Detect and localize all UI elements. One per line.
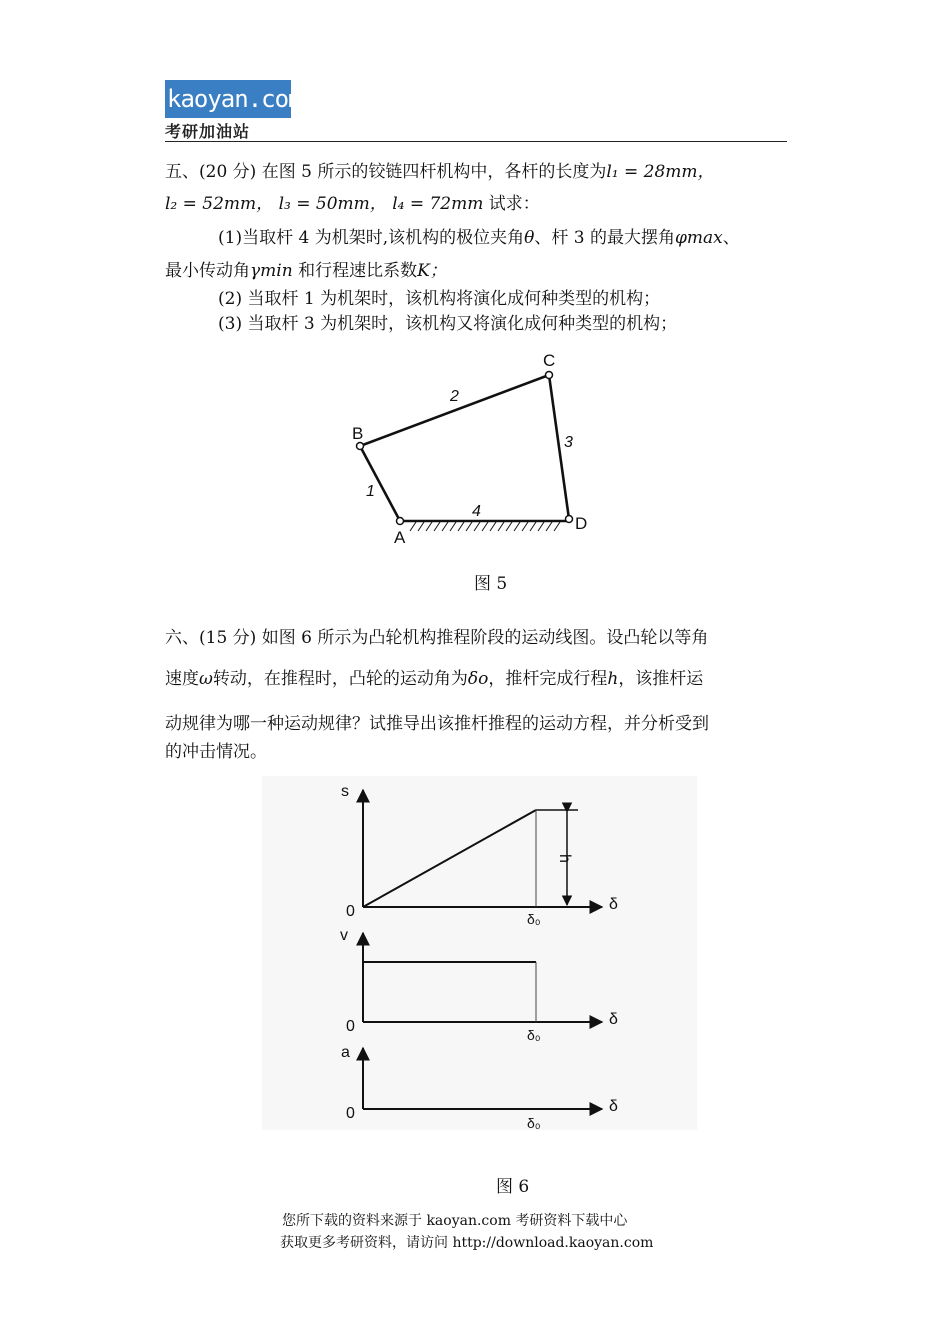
figure-5-linkage: [330, 345, 610, 550]
joint-B: [357, 443, 364, 450]
q5-part3: (3) 当取杆 3 为机架时，该机构又将演化成何种类型的机构；: [218, 314, 678, 334]
v-label: v: [340, 927, 348, 944]
label-bar-2: 2: [450, 388, 459, 405]
header-divider: [165, 141, 787, 142]
a-delta-label: δ: [609, 1098, 618, 1115]
label-bar-1: 1: [366, 483, 375, 500]
joint-D: [566, 516, 573, 523]
label-A: A: [394, 528, 406, 547]
q6-line-1: 六、(15 分) 如图 6 所示为凸轮机构推程阶段的运动线图。设凸轮以等角: [165, 628, 709, 648]
s-delta0-label: δ₀: [527, 911, 541, 927]
ground-hatching: [410, 522, 560, 531]
q5-l2: l₂ = 52mm，: [165, 194, 274, 214]
s-delta-label: δ: [609, 896, 618, 913]
footer-line-2: 获取更多考研资料，请访问 http://download.kaoyan.com: [280, 1235, 654, 1251]
q5-l3: l₃ = 50mm，: [278, 194, 387, 214]
q6-line2c: ，推杆完成行程: [488, 669, 608, 689]
joint-A: [397, 518, 404, 525]
v-delta0-label: δ₀: [527, 1027, 541, 1043]
logo-text: kaoyan.com: [167, 85, 302, 113]
q5-l4: l₄ = 72mm: [392, 194, 484, 214]
a-zero-label: 0: [346, 1105, 355, 1122]
q5-p1a: (1)当取杆 4 为机架时,该机构的极位夹角: [218, 228, 525, 248]
s-label: s: [341, 783, 349, 800]
q5-part1-line1: [218, 227, 740, 249]
a-delta0-label: δ₀: [527, 1115, 541, 1130]
q6-delta: δo: [467, 669, 489, 689]
q6-line2b: 转动，在推程时，凸轮的运动角为: [212, 669, 468, 689]
q6-h: h: [607, 669, 619, 689]
figure-6-background: [262, 776, 697, 1130]
q5-p1e: 和行程速比系数: [298, 261, 418, 281]
v-delta-label: δ: [609, 1011, 618, 1028]
a-label: a: [341, 1044, 350, 1061]
joint-C: [546, 372, 553, 379]
q6-omega: ω: [199, 669, 213, 689]
figure-5-caption: 图 5: [474, 574, 508, 594]
footer-line-1: 您所下载的资料来源于 kaoyan.com 考研资料下载中心: [282, 1213, 628, 1229]
logo-subtitle: 考研加油站: [165, 122, 251, 141]
label-bar-4: 4: [472, 503, 481, 520]
label-B: B: [352, 424, 364, 443]
q5-gamma: γmin: [250, 261, 293, 281]
q5-p1c: 、: [722, 228, 740, 248]
q5-K: K；: [417, 261, 447, 281]
label-C: C: [543, 351, 556, 370]
s-zero-label: 0: [346, 903, 355, 920]
figure-6-caption: 图 6: [496, 1177, 530, 1197]
q6-line-3: 动规律为哪一种运动规律？试推导出该推杆推程的运动方程，并分析受到: [165, 714, 709, 734]
q5-theta: θ: [524, 228, 535, 248]
h-label: h: [556, 854, 573, 863]
q5-intro: 五、(20 分) 在图 5 所示的铰链四杆机构中，各杆的长度为: [165, 162, 607, 182]
figure-6-motion-diagrams: [262, 776, 697, 1130]
q5-line-1: [165, 161, 715, 183]
q6-line2d: ，该推杆运: [618, 669, 704, 689]
q5-line-2: [165, 193, 540, 215]
q5-ask: 试求：: [488, 194, 540, 214]
q6-line-2: [165, 668, 703, 690]
label-D: D: [575, 514, 588, 533]
bar-2: [360, 375, 549, 446]
q5-l1: l₁ = 28mm，: [606, 162, 715, 182]
q5-p1d: 最小传动角: [165, 261, 250, 281]
v-zero-label: 0: [346, 1018, 355, 1035]
q5-phi: φmax: [674, 228, 723, 248]
label-bar-3: 3: [564, 434, 573, 451]
q5-part2: (2) 当取杆 1 为机架时，该机构将演化成何种类型的机构；: [218, 289, 661, 309]
q5-p1b: 、杆 3 的最大摆角: [534, 228, 675, 248]
q5-part1-line2: [165, 260, 447, 282]
q6-line2a: 速度: [165, 669, 199, 689]
q6-line-4: 的冲击情况。: [165, 742, 267, 762]
